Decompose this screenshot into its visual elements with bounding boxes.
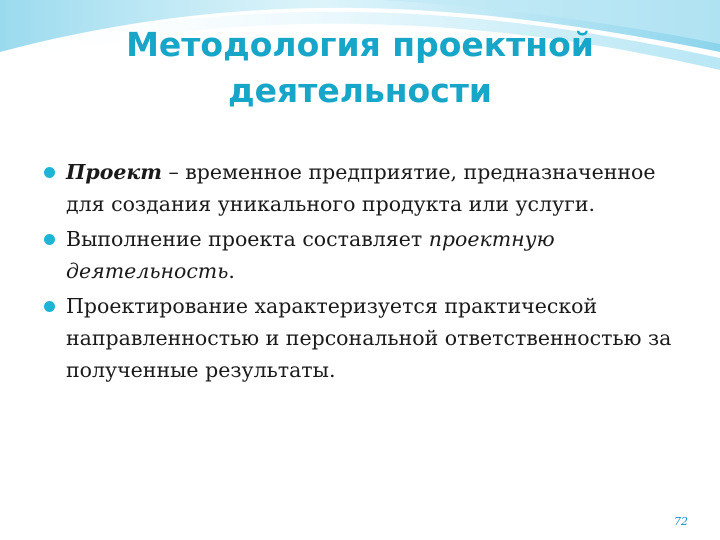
bullet-text: Выполнение проекта составляет	[66, 227, 429, 251]
title-line-1: Методология проектной	[126, 25, 594, 64]
slide-title	[60, 22, 660, 114]
bullet-dot-icon	[44, 301, 55, 312]
bullet-text-end: .	[228, 259, 235, 283]
bullet-dot-icon	[44, 234, 55, 245]
bullet-item	[44, 156, 684, 220]
bullet-text: – временное предприятие, предназначенное для создания уникального продукта или услуги.	[66, 160, 656, 216]
title-line-2: деятельности	[227, 71, 493, 110]
bullet-dot-icon	[44, 167, 55, 178]
bullet-item	[44, 223, 684, 287]
page-number: 72	[674, 515, 688, 528]
bullet-text: Проектирование характеризуется практической направленностью и персональной ответственностью за полученные результаты.	[66, 294, 672, 382]
term-project: Проект	[66, 160, 162, 184]
bullet-list	[44, 156, 684, 389]
bullet-item	[44, 290, 684, 386]
italic-term: проектную деятельность	[66, 227, 555, 283]
